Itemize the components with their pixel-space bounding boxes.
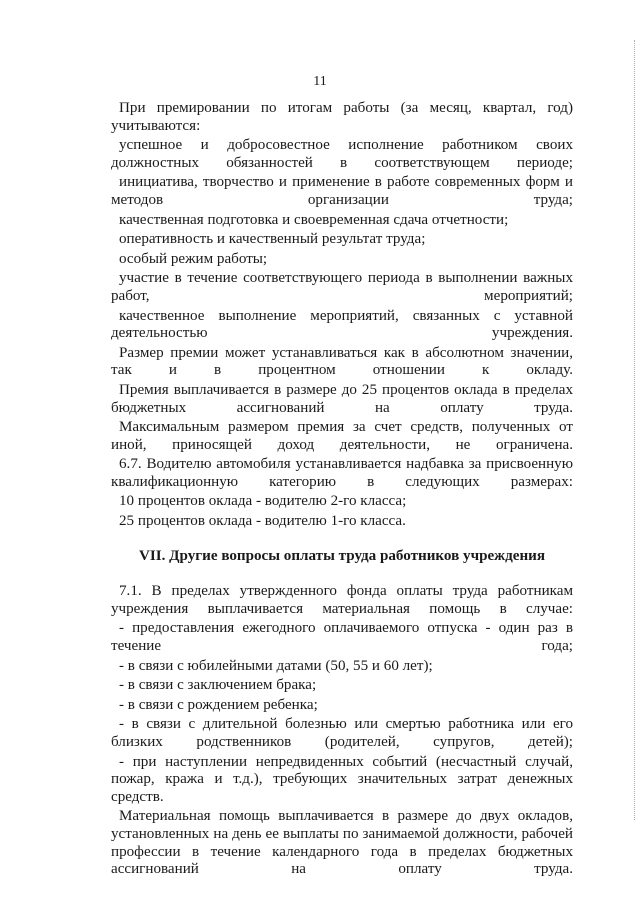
paragraph-p2: успешное и добросовестное исполнение работником своих должностных обязанностей в соответствующем периоде; (111, 137, 573, 171)
paragraph-q6: - в связи с длительной болезнью или смертью работника или его близких родственников (родителей, супругов, детей); (111, 716, 573, 750)
material-aid-section (111, 583, 573, 879)
paragraph-p8: качественное выполнение мероприятий, связанных с уставной деятельностью учреждения. (111, 307, 573, 342)
paragraph-q8: Материальная помощь выплачивается в размере до двух окладов, установленных на день ее выплаты по занимаемой должности, рабочей профессии в течение календарного года в пределах бюджетных ассигнований на оплату труда. (111, 808, 573, 878)
paragraph-q2: - предоставления ежегодного оплачиваемого отпуска - один раз в течение года; (111, 620, 573, 655)
paragraph-q7: - при наступлении непредвиденных событий (несчастный случай, пожар, кража и т.д.), требующих значительных затрат денежных средств. (111, 753, 573, 805)
page-number: 11 (313, 74, 327, 89)
paragraph-q3: - в связи с юбилейными датами (50, 55 и 60 лет); (119, 657, 433, 674)
paragraph-q4: - в связи с заключением брака; (119, 677, 317, 694)
paragraph-p4: качественная подготовка и своевременная сдача отчетности; (119, 211, 509, 228)
paragraph-q1: 7.1. В пределах утвержденного фонда оплаты труда работникам учреждения выплачивается материальная помощь в случае: (111, 583, 573, 617)
paragraph-p10: Премия выплачивается в размере до 25 процентов оклада в пределах бюджетных ассигнований на оплату труда. (111, 381, 573, 416)
paragraph-p12: 6.7. Водителю автомобиля устанавливается надбавка за присвоенную квалификационную категорию в следующих размерах: (111, 456, 573, 490)
paragraph-p14: 25 процентов оклада - водителю 1-го класса. (119, 513, 406, 530)
paragraph-p13: 10 процентов оклада - водителю 2-го класса; (119, 493, 407, 510)
section-heading: VII. Другие вопросы оплаты труда работников учреждения (138, 547, 546, 564)
paragraph-p11: Максимальным размером премия за счет средств, полученных от иной, приносящей доход деятельности, не ограничена. (111, 419, 573, 453)
paragraph-p1: При премировании по итогам работы (за месяц, квартал, год) учитываются: (111, 100, 573, 134)
paragraph-p3: инициатива, творчество и применение в работе современных форм и методов организации труда; (111, 174, 573, 208)
document-body (111, 98, 573, 879)
paragraph-p9: Размер премии может устанавливаться как в абсолютном значении, так и в процентном отношении к окладу. (111, 344, 573, 379)
scan-edge-artifact (634, 40, 638, 820)
paragraph-p5: оперативность и качественный результат труда; (119, 231, 426, 248)
bonus-criteria-section (111, 100, 573, 531)
paragraph-p6: особый режим работы; (119, 250, 268, 267)
paragraph-p7: участие в течение соответствующего периода в выполнении важных работ, мероприятий; (111, 270, 573, 304)
paragraph-q5: - в связи с рождением ребенка; (119, 696, 318, 713)
